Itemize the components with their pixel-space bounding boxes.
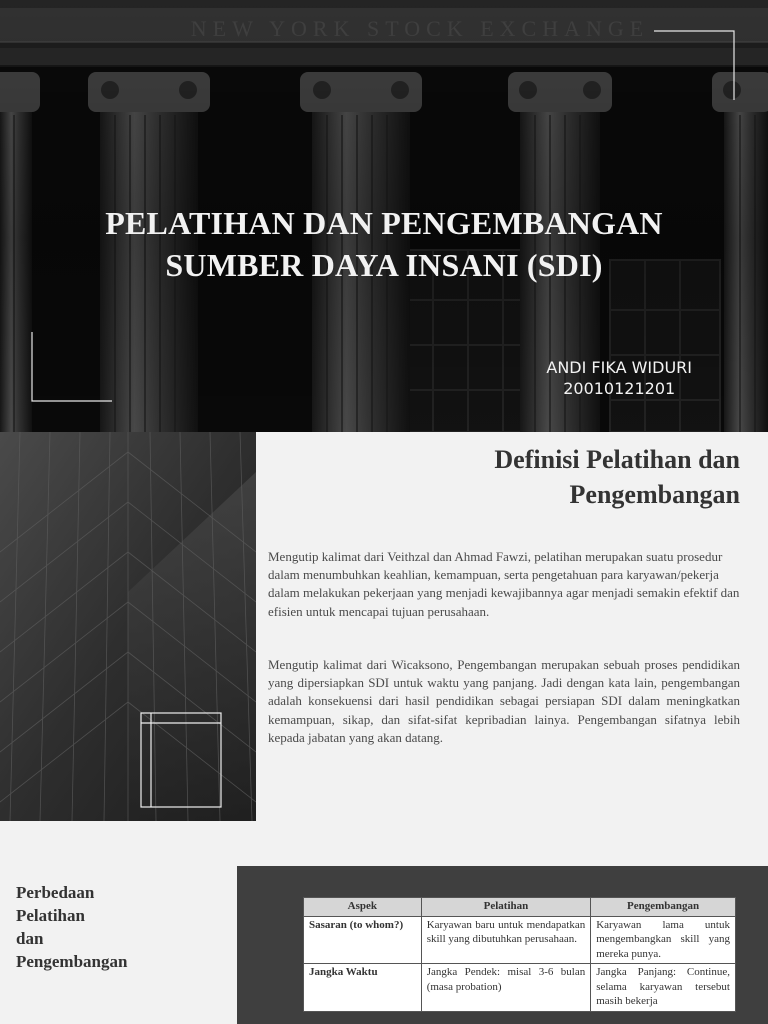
training-definition-paragraph: Mengutip kalimat dari Veithzal dan Ahmad Fawzi, pelatihan merupakan suatu prosedur dalam menumbuhkan keahlian, kemampuan, serta pengetahuan para karyawan/pekerja dalam melakukan pekerjaan yang menjadi kewajibannya agar menjadi semakin efektif dan efisien untuk mencapai tujuan perusahaan.: [268, 549, 740, 619]
definition-title: [320, 442, 740, 512]
comparison-heading-line-1: Perbedaan: [16, 883, 95, 902]
definition-title-line-1: Definisi Pelatihan dan: [494, 445, 740, 474]
table-cell-pelatihan: Jangka Pendek: misal 3-6 bulan (masa probation): [421, 964, 591, 1012]
author-id: 20010121201: [563, 379, 676, 398]
table-row: [304, 916, 736, 964]
development-definition-paragraph: Mengutip kalimat dari Wicaksono, Pengembangan merupakan sebuah proses pendidikan yang dipersiapkan SDI untuk waktu yang panjang. Jadi dengan kata lain, pengembangan adalah konsekuensi dari hasil pendidikan sebagai persiapan SDI dalam meningkatkan kemampuan, sikap, dan sifat-sifat kepribadian lainya. Pengembangan sifatnya lebih kepada jabatan yang akan datang.: [268, 657, 740, 745]
author-name: ANDI FIKA WIDURI: [546, 358, 692, 377]
comparison-heading-line-2: Pelatihan: [16, 906, 85, 925]
definition-slide: [0, 432, 768, 821]
header-aspek: Aspek: [304, 898, 422, 917]
comparison-heading-line-3: dan: [16, 929, 44, 948]
comparison-heading: [16, 881, 127, 973]
header-pengembangan: Pengembangan: [591, 898, 736, 917]
table-header-row: [304, 898, 736, 917]
title-line-2: SUMBER DAYA INSANI (SDI): [165, 247, 603, 283]
presentation-title: [40, 202, 728, 286]
definition-title-line-2: Pengembangan: [569, 480, 740, 509]
author-block: [546, 357, 692, 399]
table-cell-aspek: Jangka Waktu: [304, 964, 422, 1012]
table-cell-pengembangan: Jangka Panjang: Continue, selama karyawan tersebut masih bekerja: [591, 964, 736, 1012]
table-row: [304, 964, 736, 1012]
comparison-table: [303, 897, 736, 1012]
title-slide: [0, 0, 768, 432]
table-cell-pelatihan: Karyawan baru untuk mendapatkan skill yang dibutuhkan perusahaan.: [421, 916, 591, 964]
header-pelatihan: Pelatihan: [421, 898, 591, 917]
table-cell-aspek: Sasaran (to whom?): [304, 916, 422, 964]
comparison-heading-line-4: Pengembangan: [16, 952, 128, 971]
table-cell-pengembangan: Karyawan lama untuk mengembangkan skill yang mereka punya.: [591, 916, 736, 964]
comparison-slide: [0, 821, 768, 1024]
skyscraper-photo: [0, 432, 256, 821]
title-line-1: PELATIHAN DAN PENGEMBANGAN: [105, 205, 663, 241]
